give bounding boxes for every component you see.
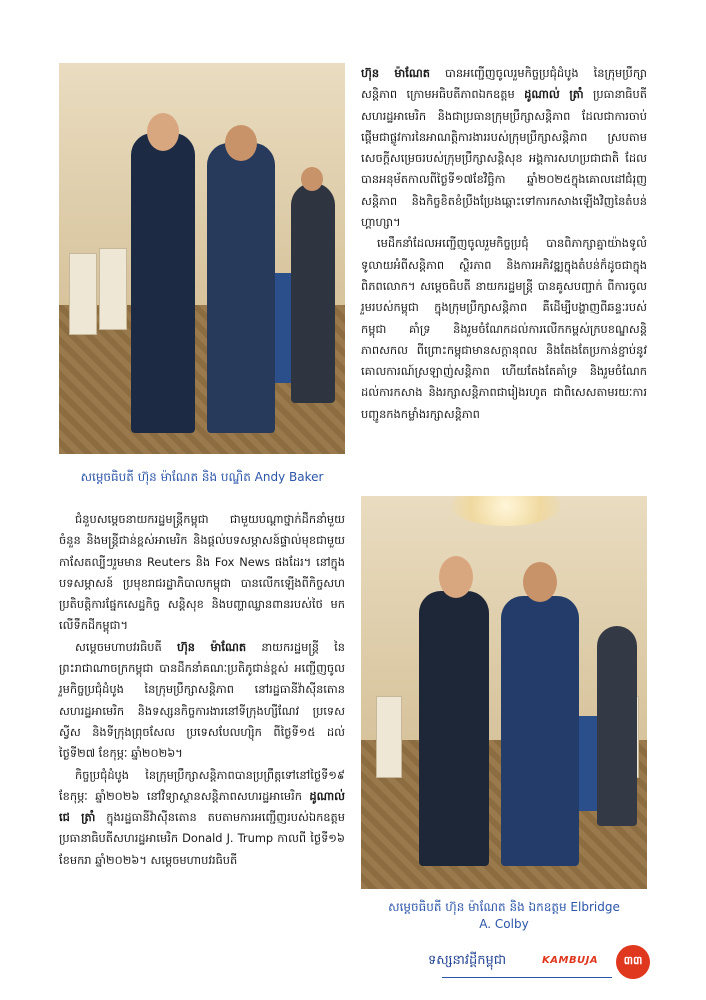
text-span: ប្រធានាធិបតីសហរដ្ឋអាមេរិក និងជាប្រធានក្រុមប្រឹក្សាសន្តិភាព ដែលជាការចាប់ផ្តើមជាផ្លូវការនៃអាណត្តិការងាររបស់ក្រុមប្រឹក្សាសន្តិភាព ស្របតាមសេចក្តីសម្រេចរបស់ក្រុមប្រឹក្សាសន្តិសុខ អង្គការសហប្រជាជាតិ ដែលបានអនុម័តកាលពីថ្ងៃទី១៧ខែវិច្ឆិកា ឆ្នាំ២០២៥ក្នុងគោលដៅជំរុញសន្តិភាព និងកិច្ចខិតខំប្រឹងប្រែងឆ្ពោះទៅការកសាងឡើងវិញនៃតំបន់ហ្គាហ្សា។ xyxy=(361,87,647,230)
photo-head-right xyxy=(523,562,557,602)
paragraph: ជំនួបសម្តេចនាយករដ្ឋមន្ត្រីកម្ពុជា ជាមួយបណ្តាថ្នាក់ដឹកនាំមួយចំនួន និងមន្ត្រីជាន់ខ្ពស់អាមេរិក និងផ្តល់បទសម្ភាសន៍ផ្ទាល់មុខជាមួយកាសែតល្បីៗរួមមាន Reuters និង Fox News ផងដែរ។ នៅក្នុងបទសម្ភាសន៍ ប្រមុខរាជរដ្ឋាភិបាលកម្ពុជា បានលើកឡើងពីកិច្ចសហប្រតិបត្តិការផ្នែកសេដ្ឋកិច្ច សន្តិសុខ និងបញ្ហាឈ្លានពានរបស់ថៃ មកលើទឹកដីកម្ពុជា។ xyxy=(59,512,345,633)
name-donald-trump: ដូណាល់ ត្រាំ xyxy=(524,87,584,102)
photo-person-background xyxy=(597,626,637,826)
footer-brand-logo: KAMBUJA xyxy=(542,955,599,966)
text-span: សម្តេចមហាបវរធិបតី xyxy=(75,639,177,654)
left-column-text xyxy=(59,509,345,871)
text-span: ក្នុងរដ្ឋធានីវ៉ាស៊ីនតោន តបតាមការអញ្ជើញរបស់ឯកឧត្តមប្រធានាធិបតីសហរដ្ឋអាមេរិក Donald J. Trump កាលពី ថ្ងៃទី១៦ ខែមករា ឆ្នាំ២០២៦។ សម្តេចមហាបវរធិបតី xyxy=(59,810,345,867)
photo-person-right xyxy=(207,143,275,433)
photo-person-left xyxy=(131,133,195,433)
photo-chair xyxy=(376,696,402,778)
text-span: បានអញ្ជើញចូលរួមកិច្ចប្រជុំដំបូង នៃក្រុមប្រឹក្សាសន្តិភាព ក្រោមអធិបតីភាពឯកឧត្តម xyxy=(361,66,647,102)
photo-head-left xyxy=(439,556,473,598)
text-span: នាយករដ្ឋមន្ត្រី នៃព្រះរាជាណាចក្រកម្ពុជា បានដឹកនាំគណៈប្រតិភូជាន់ខ្ពស់ អញ្ជើញចូលរួមកិច្ចប្រជុំដំបូង នៃក្រុមប្រឹក្សាសន្តិភាព នៅរដ្ឋធានីវ៉ាស៊ីនតោន សហរដ្ឋអាមេរិក និងទស្សនកិច្ចការងារនៅទីក្រុងហ្សឺណែវ ប្រទេសស្វីស និងទីក្រុងព្រុចសែល ប្រទេសបែលហ្ស៊ិក ពីថ្ងៃទី១៥ ដល់ ថ្ងៃទី២៧ ខែកុម្ភៈ ឆ្នាំ២០២៦។ xyxy=(59,639,345,761)
photo-person-left xyxy=(419,591,489,866)
photo-handshake-elbridge-colby xyxy=(361,496,647,889)
photo-head-right xyxy=(225,125,257,161)
photo-handshake-andy-baker xyxy=(59,63,345,454)
footer-magazine-title: ទស្សនាវដ្តីកម្ពុជា xyxy=(428,953,507,968)
name-hun-manet: ហ៊ុន ម៉ាណែត xyxy=(361,66,431,80)
photo-head-left xyxy=(147,113,179,151)
photo2-caption-line1: សម្តេចធិបតី ហ៊ុន ម៉ាណែត និង ឯកឧត្តម Elbridge xyxy=(388,900,620,914)
photo-head-background xyxy=(301,167,323,191)
page-number-badge: ៣៣ xyxy=(616,945,650,979)
text-span: កិច្ចប្រជុំដំបូង នៃក្រុមប្រឹក្សាសន្តិភាពបានប្រព្រឹត្តទៅនៅថ្ងៃទី១៩ ខែកុម្ភៈ ឆ្នាំ២០២៦ នៅវិទ្យាស្ថានសន្តិភាពសហរដ្ឋអាមេរិក xyxy=(59,767,345,803)
photo-person-right xyxy=(501,596,579,866)
name-donald-j-trump: ដូណាល់ ជេ ត្រាំ xyxy=(59,788,345,825)
photo1-caption: សម្តេចធិបតី ហ៊ុន ម៉ាណែត និង បណ្ឌិត Andy Baker xyxy=(80,470,324,484)
photo-chair xyxy=(99,248,127,330)
footer-divider xyxy=(442,977,612,978)
name-hun-manet: ហ៊ុន ម៉ាណែត xyxy=(176,639,247,654)
photo2-caption xyxy=(361,899,647,933)
paragraph: មេដឹកនាំដែលអញ្ជើញចូលរួមកិច្ចប្រជុំ បានពិភាក្សាគ្នាយ៉ាងទូលំទូលាយអំពីសន្តិភាព ស្ថិរភាព និងការអភិវឌ្ឍក្នុងតំបន់ក៏ដូចជាក្នុងពិភពលោក។ សម្តេចធិបតី នាយករដ្ឋមន្ត្រី បានគូសបញ្ជាក់ ពីការចូលរួមរបស់កម្ពុជា ក្នុងក្រុមប្រឹក្សាសន្តិភាព គឺដើម្បីបង្ហាញពីឆន្ទៈរបស់កម្ពុជា គាំទ្រ និងរួមចំណែកដល់ការលើកកម្ពស់ក្របខណ្ឌសន្តិភាពសកល ពីព្រោះកម្ពុជាមានសក្តានុពល និងតែងតែប្រកាន់ខ្ជាប់នូវគោលការណ៍ស្រឡាញ់សន្តិភាព ហើយតែងតែគាំទ្រ និងរួមចំណែក ដល់ការកសាង និងរក្សាសន្តិភាពជារៀងរហូត ជាពិសេសតាមរយៈការបញ្ជូនកងកម្លាំងរក្សាសន្តិភាព xyxy=(361,236,647,421)
photo-chair xyxy=(69,253,97,335)
photo2-caption-line2: A. Colby xyxy=(479,917,529,931)
right-column-text xyxy=(361,63,647,425)
photo-person-background xyxy=(291,183,335,403)
